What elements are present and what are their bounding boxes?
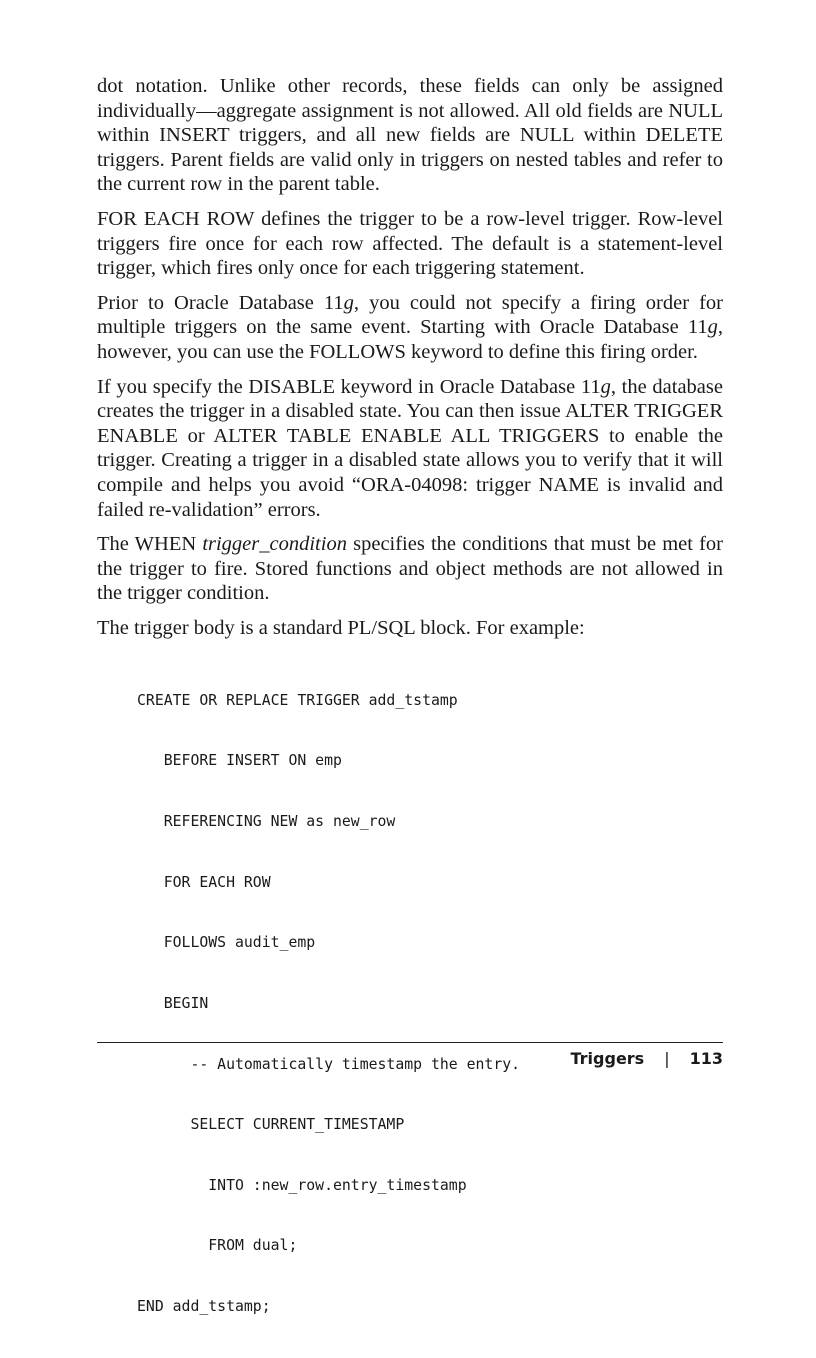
paragraph-record-fields [97,74,723,197]
code-line: -- Automatically timestamp the entry. [137,1055,521,1073]
footer-section-title: Triggers [570,1049,645,1068]
paragraph-text: , the database creates the trigger in a disabled state. You can then issue ALTER TRIGGER ENABLE or ALTER TABLE ENABLE ALL TRIGGERS to enable the trigger. Creating a trigger in a disabled state allows you to verify that it will compile and helps you avoid “ORA-04098: trigger NAME is invalid and failed re-validation” errors. [97,375,723,521]
paragraph-follows [97,291,723,365]
paragraph-text: dot notation. Unlike other records, these fields can only be assigned individually—aggregate assignment is not allowed. All old fields are NULL within INSERT triggers, and all new fields are NULL within DELETE triggers. Parent fields are valid only in triggers on nested tables and refer to the current row in the parent table. [97,75,723,196]
footer-separator: | [664,1049,670,1068]
code-line: END add_tstamp; [137,1297,271,1315]
code-line: SELECT CURRENT_TIMESTAMP [137,1116,405,1134]
paragraph-text: The trigger body is a standard PL/SQL block. For example: [97,616,585,639]
code-line: FOLLOWS audit_emp [137,934,316,952]
paragraph-when [97,532,723,606]
code-line: FROM dual; [137,1237,298,1255]
code-line: BEFORE INSERT ON emp [137,752,342,770]
footer-rule [97,1042,723,1043]
paragraph-text: specifies the conditions that must be met for the trigger to fire. Stored functions and object methods are not allowed in the trigger condition. [97,533,724,605]
version-suffix: g [600,375,611,398]
paragraph-text: Prior to Oracle Database 11 [97,291,344,314]
code-example [137,650,723,1357]
paragraph-for-each-row [97,207,723,281]
code-line: INTO :new_row.entry_timestamp [137,1176,467,1194]
version-suffix: g [707,316,718,339]
version-suffix: g [343,291,354,314]
page-footer [571,1049,724,1068]
paragraph-text: If you specify the DISABLE keyword in Oracle Database 11 [97,375,601,398]
page-body [97,74,723,1358]
page-number: 113 [689,1049,723,1068]
code-line: CREATE OR REPLACE TRIGGER add_tstamp [137,691,458,709]
paragraph-text: , you could not specify a firing order for multiple triggers on the same event. Starting with Oracle Database 11 [97,291,723,339]
code-line: FOR EACH ROW [137,873,271,891]
code-line: BEGIN [137,994,209,1012]
paragraph-trigger-body [97,616,723,641]
code-line: REFERENCING NEW as new_row [137,813,396,831]
paragraph-disable [97,375,723,523]
paragraph-text: FOR EACH ROW defines the trigger to be a row-level trigger. Row-level triggers fire once for each row affected. The default is a statement-level trigger, which fires only once for each triggering statement. [97,207,723,280]
paragraph-text: , however, you can use the FOLLOWS keyword to define this firing order. [97,316,723,363]
paragraph-text: The WHEN [97,533,203,556]
trigger-condition-term: trigger_condition [202,533,347,556]
